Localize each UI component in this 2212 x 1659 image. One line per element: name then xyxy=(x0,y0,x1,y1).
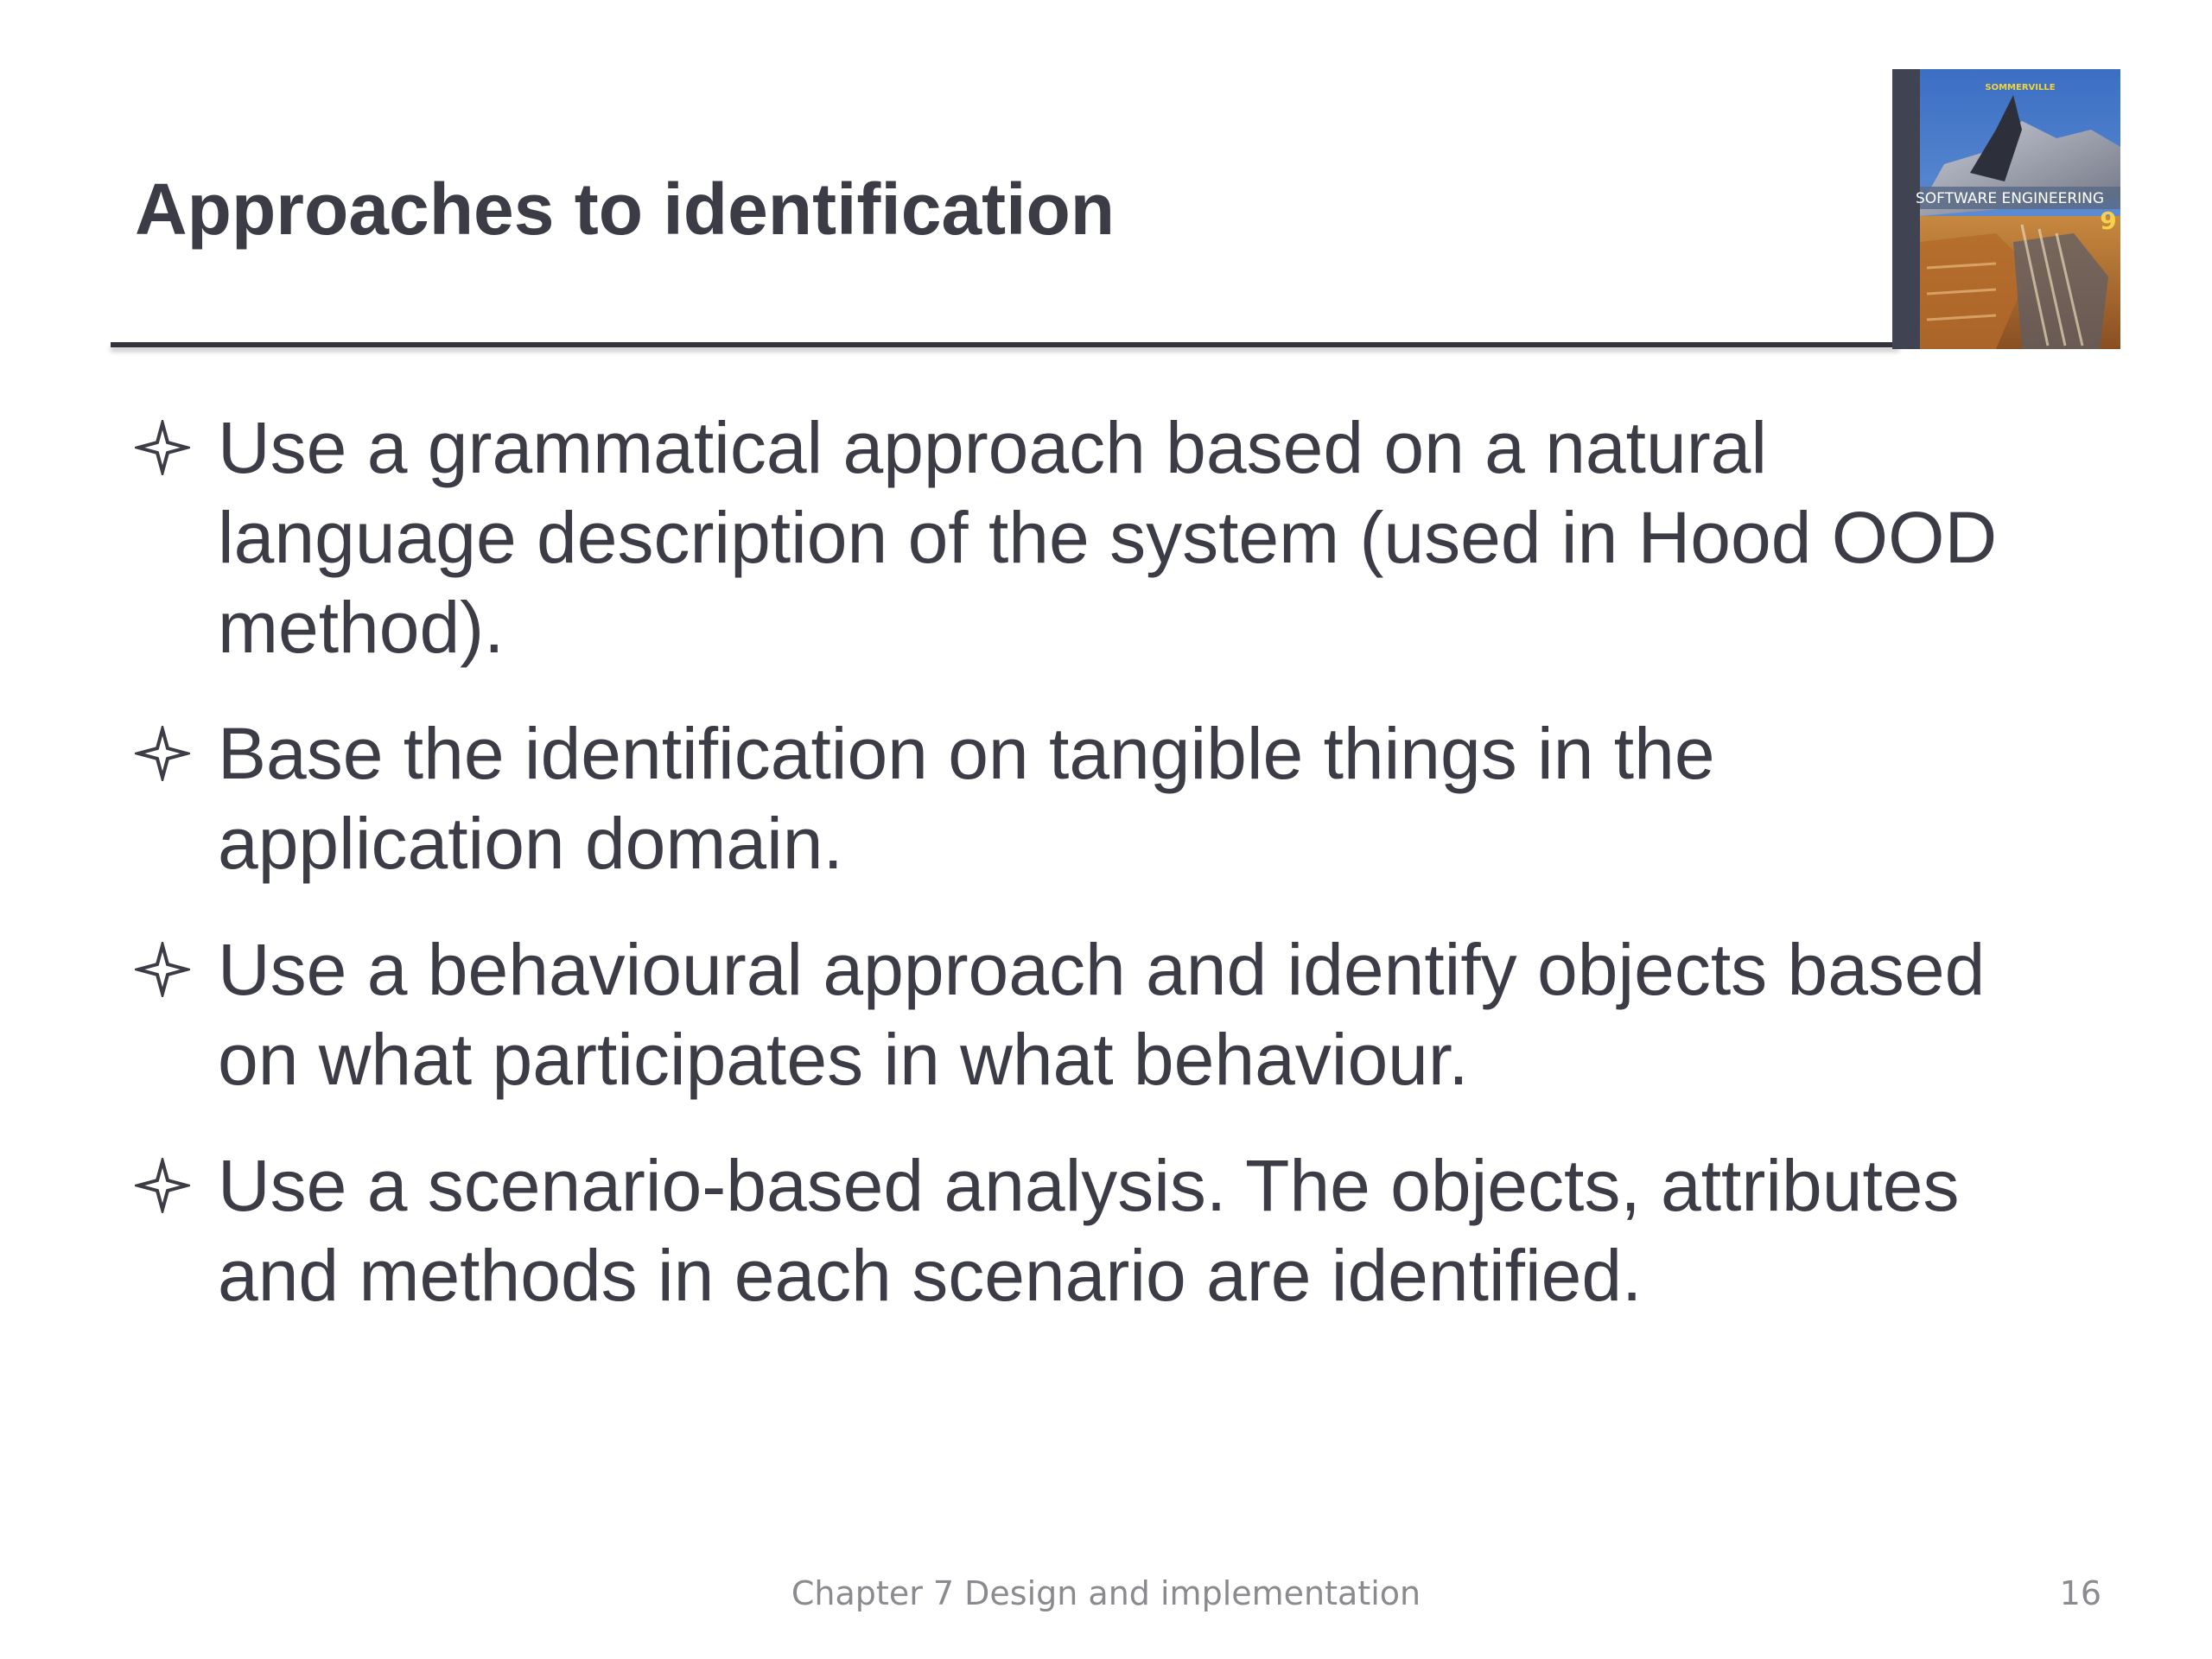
bullet-list xyxy=(135,403,2070,1357)
bullet-item xyxy=(135,925,2070,1104)
bullet-text: Use a grammatical approach based on a natural language description of the system (used in Hood OOD method). xyxy=(218,407,1998,668)
page-number: 16 xyxy=(2059,1574,2101,1612)
svg-text:9: 9 xyxy=(2100,207,2117,235)
four-point-star-outline-icon xyxy=(135,420,190,475)
book-cover-image xyxy=(1892,69,2120,349)
svg-text:SOMMERVILLE: SOMMERVILLE xyxy=(1985,83,2056,92)
bullet-item xyxy=(135,403,2070,672)
bullet-text: Use a scenario-based analysis. The objects, attributes and methods in each scenario are identified. xyxy=(218,1145,1960,1316)
footer-chapter: Chapter 7 Design and implementation xyxy=(791,1574,1421,1612)
bullet-item xyxy=(135,709,2070,888)
slide-title: Approaches to identification xyxy=(135,168,1116,250)
four-point-star-outline-icon xyxy=(135,726,190,781)
svg-text:SOFTWARE ENGINEERING: SOFTWARE ENGINEERING xyxy=(1915,190,2105,207)
bullet-item xyxy=(135,1141,2070,1320)
four-point-star-outline-icon xyxy=(135,942,190,997)
four-point-star-outline-icon xyxy=(135,1158,190,1213)
title-divider xyxy=(111,342,1899,347)
bullet-text: Base the identification on tangible things in the application domain. xyxy=(218,713,1715,884)
bullet-text: Use a behavioural approach and identify objects based on what participates in what behaviour. xyxy=(218,929,1986,1100)
